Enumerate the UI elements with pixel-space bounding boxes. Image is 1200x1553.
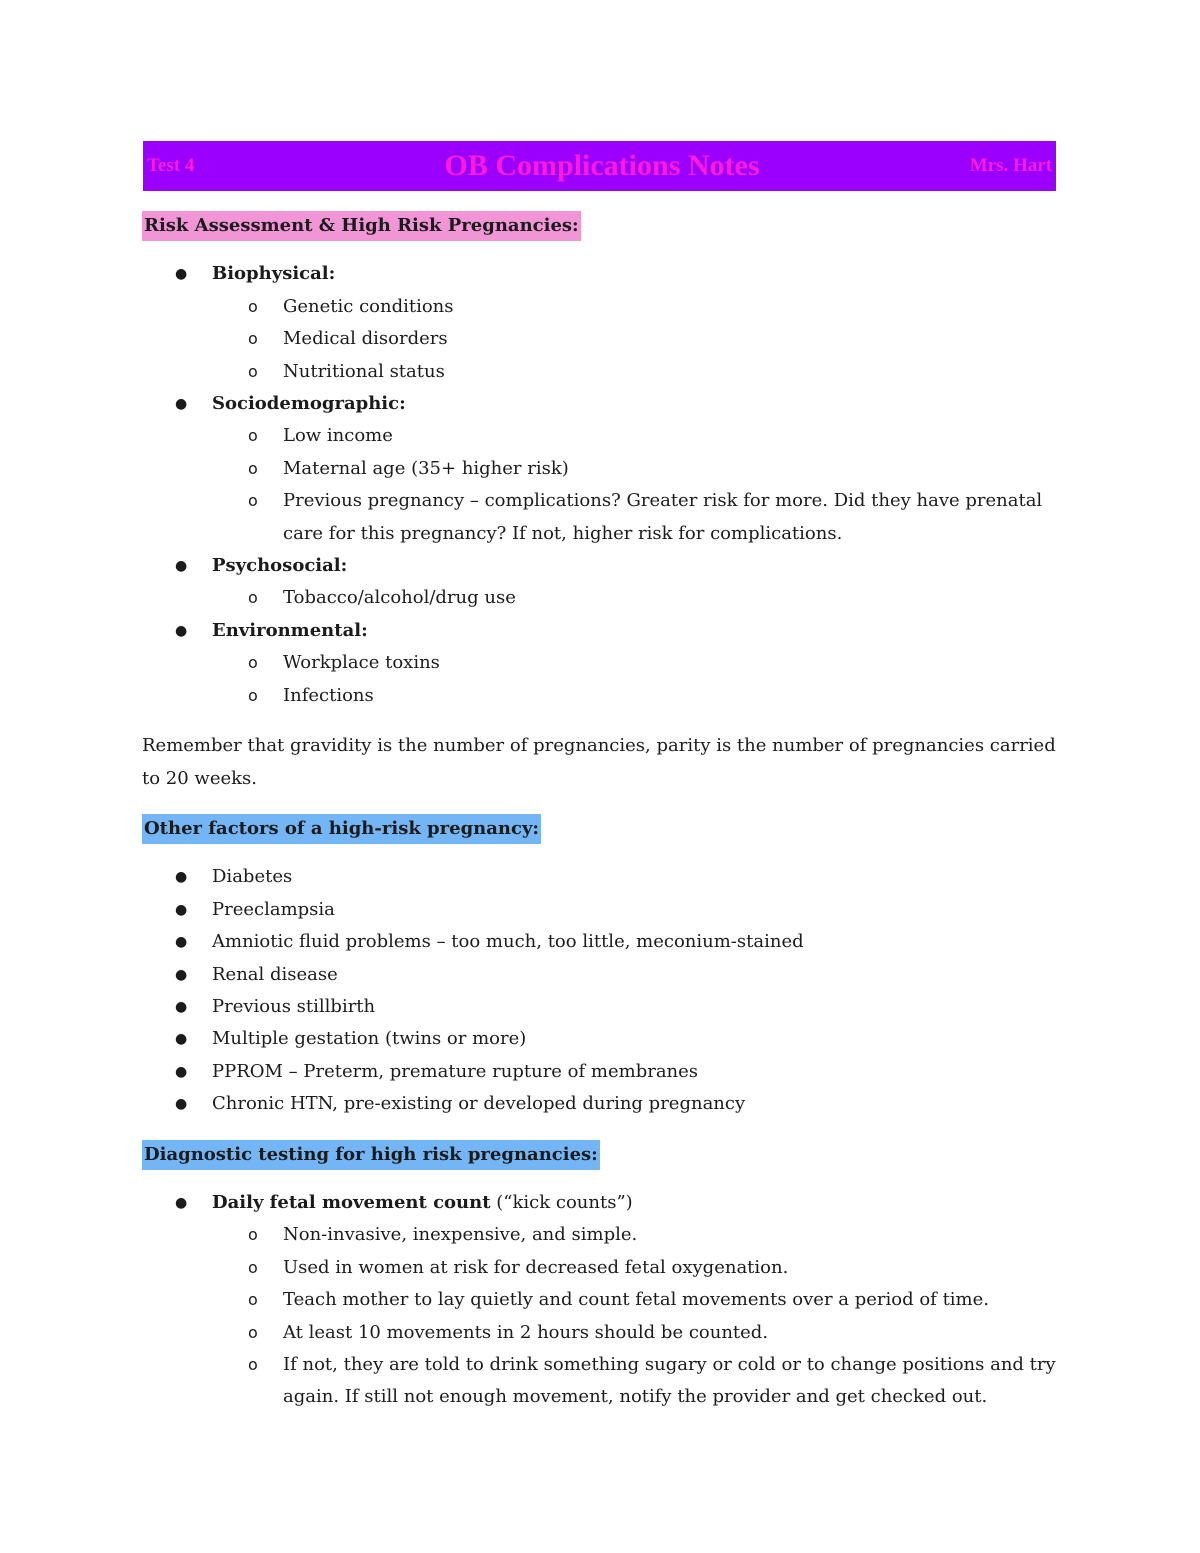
section-heading: Diagnostic testing for high risk pregnancies: [142, 1140, 600, 1170]
item-text: Medical disorders [283, 328, 448, 350]
list-item [142, 356, 1062, 388]
item-text: Workplace toxins [283, 652, 440, 674]
diagnostic-list [142, 1187, 1062, 1414]
list-item [142, 1088, 1062, 1120]
bullet-icon: ● [175, 901, 188, 918]
notes-content [142, 210, 1062, 1414]
header-test-label: Test 4 [147, 155, 195, 176]
bullet-icon: ● [175, 1031, 188, 1048]
list-item [142, 453, 1062, 485]
item-text: Preeclampsia [212, 898, 335, 920]
list-item [142, 1056, 1062, 1088]
item-text: Previous stillbirth [212, 995, 376, 1017]
list-item [142, 550, 1062, 582]
remember-note: Remember that gravidity is the number of pregnancies, parity is the number of pregnancies carried to 20 weeks. [142, 735, 1056, 789]
list-item [142, 420, 1062, 452]
category-label: Environmental: [212, 619, 368, 641]
section-risk-assessment [142, 210, 1062, 712]
section-other-factors [142, 813, 1062, 1121]
bullet-icon: o [248, 296, 258, 316]
list-item [142, 1284, 1062, 1316]
list-item [142, 1317, 1062, 1349]
bullet-icon: o [248, 426, 258, 446]
section-heading: Other factors of a high-risk pregnancy: [142, 814, 541, 844]
item-text: PPROM – Preterm, premature rupture of membranes [212, 1060, 699, 1082]
bullet-icon: ● [175, 396, 188, 413]
list-item [142, 1187, 1062, 1219]
bullet-icon: o [248, 588, 258, 608]
item-text: At least 10 movements in 2 hours should be counted. [283, 1321, 769, 1343]
list-item [142, 615, 1062, 647]
bullet-icon: ● [175, 934, 188, 951]
bullet-icon: o [248, 1290, 258, 1310]
list-item [142, 323, 1062, 355]
list-item [142, 680, 1062, 712]
item-text: Tobacco/alcohol/drug use [283, 587, 516, 609]
bullet-icon: ● [175, 1096, 188, 1113]
header-title: OB Complications Notes [444, 149, 760, 182]
list-item [142, 1023, 1062, 1055]
bullet-icon: ● [175, 558, 188, 575]
header-banner [143, 141, 1056, 191]
bullet-icon: ● [175, 622, 188, 639]
item-text: Non-invasive, inexpensive, and simple. [283, 1224, 638, 1246]
item-text: Previous pregnancy – complications? Greater risk for more. Did they have prenatal care for this pregnancy? If not, higher risk for complications. [283, 490, 1043, 544]
list-item [142, 1219, 1062, 1251]
item-text: Maternal age (35+ higher risk) [283, 457, 569, 479]
section-diagnostic-testing [142, 1139, 1062, 1414]
list-item [142, 1349, 1062, 1414]
list-item [142, 991, 1062, 1023]
item-text: Genetic conditions [283, 295, 454, 317]
item-text: Renal disease [212, 963, 338, 985]
bullet-icon: o [248, 685, 258, 705]
item-text: Infections [283, 684, 374, 706]
risk-category-list [142, 258, 1062, 712]
list-item [142, 582, 1062, 614]
bullet-icon: o [248, 1355, 258, 1374]
item-text: Amniotic fluid problems – too much, too little, meconium-stained [212, 931, 804, 953]
bullet-icon: o [248, 1225, 258, 1245]
test-label-suffix: (“kick counts”) [490, 1191, 633, 1213]
bullet-icon: ● [175, 966, 188, 983]
item-text: Low income [283, 425, 393, 447]
bullet-icon: o [248, 1257, 258, 1277]
item-text: Teach mother to lay quietly and count fetal movements over a period of time. [283, 1289, 989, 1311]
item-text: If not, they are told to drink something sugary or cold or to change positions and try again. If still not enough movement, notify the provider and get checked out. [283, 1354, 1056, 1408]
list-item [142, 485, 1062, 550]
bullet-icon: ● [175, 1063, 188, 1080]
factor-list [142, 861, 1062, 1120]
category-label: Sociodemographic: [212, 393, 406, 415]
item-text: Used in women at risk for decreased fetal oxygenation. [283, 1256, 789, 1278]
list-item [142, 926, 1062, 958]
test-label: Daily fetal movement count [212, 1191, 491, 1213]
list-item [142, 647, 1062, 679]
bullet-icon: ● [175, 869, 188, 886]
item-text: Diabetes [212, 866, 293, 888]
category-label: Biophysical: [212, 263, 336, 285]
list-item [142, 1252, 1062, 1284]
bullet-icon: o [248, 1322, 258, 1342]
list-item [142, 258, 1062, 290]
item-text: Multiple gestation (twins or more) [212, 1028, 527, 1050]
item-text: Nutritional status [283, 360, 445, 382]
bullet-icon: o [248, 361, 258, 381]
category-label: Psychosocial: [212, 555, 348, 577]
list-item [142, 959, 1062, 991]
bullet-icon: o [248, 329, 258, 349]
bullet-icon: o [248, 491, 258, 511]
bullet-icon: o [248, 458, 258, 478]
list-item [142, 861, 1062, 893]
list-item [142, 388, 1062, 420]
bullet-icon: ● [175, 998, 188, 1015]
item-text: Chronic HTN, pre-existing or developed during pregnancy [212, 1093, 746, 1115]
header-instructor: Mrs. Hart [969, 155, 1052, 176]
bullet-icon: ● [175, 1194, 188, 1211]
list-item [142, 291, 1062, 323]
section-heading: Risk Assessment & High Risk Pregnancies: [142, 211, 581, 241]
list-item [142, 894, 1062, 926]
bullet-icon: ● [175, 266, 188, 283]
bullet-icon: o [248, 653, 258, 673]
